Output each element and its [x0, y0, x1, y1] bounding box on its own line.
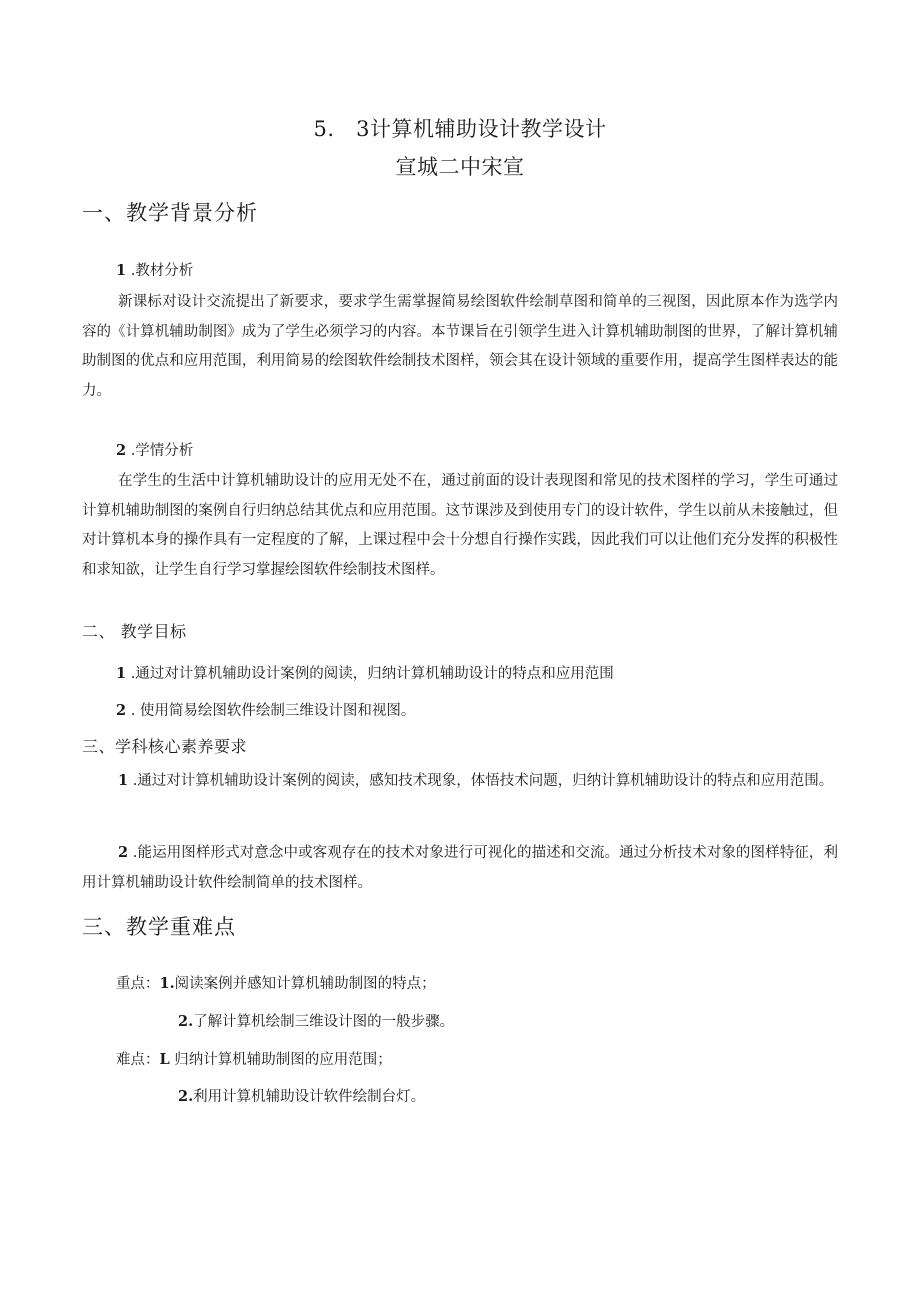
material-paragraph: 新课标对设计交流提出了新要求，要求学生需掌握简易绘图软件绘制草图和简单的三视图，因此原本作为选学内容的《计算机辅助制图》成为了学生必须学习的内容。本节课旨在引领学生进入计算机辅助制图的世界，了解计算机辅助制图的优点和应用范围，利用简易的绘图软件绘制技术图样，领会其在设计领域的重要作用，提高学生图样表达的能力。: [82, 294, 838, 399]
document-title: 5. 3计算机辅助设计教学设计: [313, 117, 607, 141]
subheading-material: [116, 259, 193, 280]
document-author: 宣城二中宋宣: [395, 155, 525, 179]
core-item-2: [82, 838, 838, 898]
difficulty-point-1: [116, 1048, 392, 1069]
difficulty-point-2: [178, 1085, 425, 1106]
subheading-number: 2: [116, 442, 127, 459]
core-text: .通过对计算机辅助设计案例的阅读，感知技术现象，体悟技术问题，归纳计算机辅助设计的特点和应用范围。: [128, 773, 834, 789]
goal-number: 2: [116, 702, 127, 719]
subheading-label: .教材分析: [126, 263, 194, 279]
goal-text: . 使用简易绘图软件绘制三维设计图和视图。: [126, 703, 416, 719]
key-text: 了解计算机绘制三维设计图的一般步骤。: [193, 1014, 455, 1030]
key-label: 重点：: [116, 976, 160, 992]
students-paragraph: 在学生的生活中计算机辅助设计的应用无处不在，通过前面的设计表现图和常见的技术图样的学习，学生可通过计算机辅助制图的案例自行归纳总结其优点和应用范围。这节课涉及到使用专门的设计软件，学生以前从未接触过，但对计算机本身的操作具有一定程度的了解，上课过程中会十分想自行操作实践，因此我们可以让他们充分发挥的积极性和求知欲，让学生自行学习掌握绘图软件绘制技术图样。: [82, 473, 838, 578]
difficulty-text: 归纳计算机辅助制图的应用范围；: [169, 1052, 392, 1068]
core-number: 2: [118, 844, 129, 861]
core-number: 1: [118, 772, 129, 789]
section-heading-background: 一、教学背景分析: [82, 201, 258, 225]
difficulty-number: 2.: [178, 1088, 194, 1105]
difficulty-label: 难点：: [116, 1052, 160, 1068]
key-point-1: [116, 972, 436, 993]
subheading-students: [116, 439, 193, 460]
goal-number: 1: [116, 665, 127, 682]
core-item-1: [82, 766, 838, 797]
section-heading-keypoints: 三、教学重难点: [82, 915, 236, 939]
key-number: 1.: [159, 975, 175, 992]
goal-text: .通过对计算机辅助设计案例的阅读，归纳计算机辅助设计的特点和应用范围: [126, 666, 614, 682]
core-text: .能运用图样形式对意念中或客观存在的技术对象进行可视化的描述和交流。通过分析技术对象的图样特征，利用计算机辅助设计软件绘制简单的技术图样。: [82, 845, 838, 891]
section-heading-goals: 二、 教学目标: [82, 622, 187, 641]
subheading-number: 1: [116, 262, 127, 279]
goal-item-1: [116, 662, 614, 683]
key-text: 阅读案例并感知计算机辅助制图的特点；: [174, 976, 436, 992]
difficulty-number: L: [159, 1051, 170, 1068]
key-number: 2.: [178, 1013, 194, 1030]
subheading-label: .学情分析: [126, 443, 194, 459]
key-point-2: [178, 1010, 454, 1031]
section-heading-core: 三、学科核心素养要求: [82, 737, 248, 756]
goal-item-2: [116, 699, 415, 720]
difficulty-text: 利用计算机辅助设计软件绘制台灯。: [193, 1089, 426, 1105]
